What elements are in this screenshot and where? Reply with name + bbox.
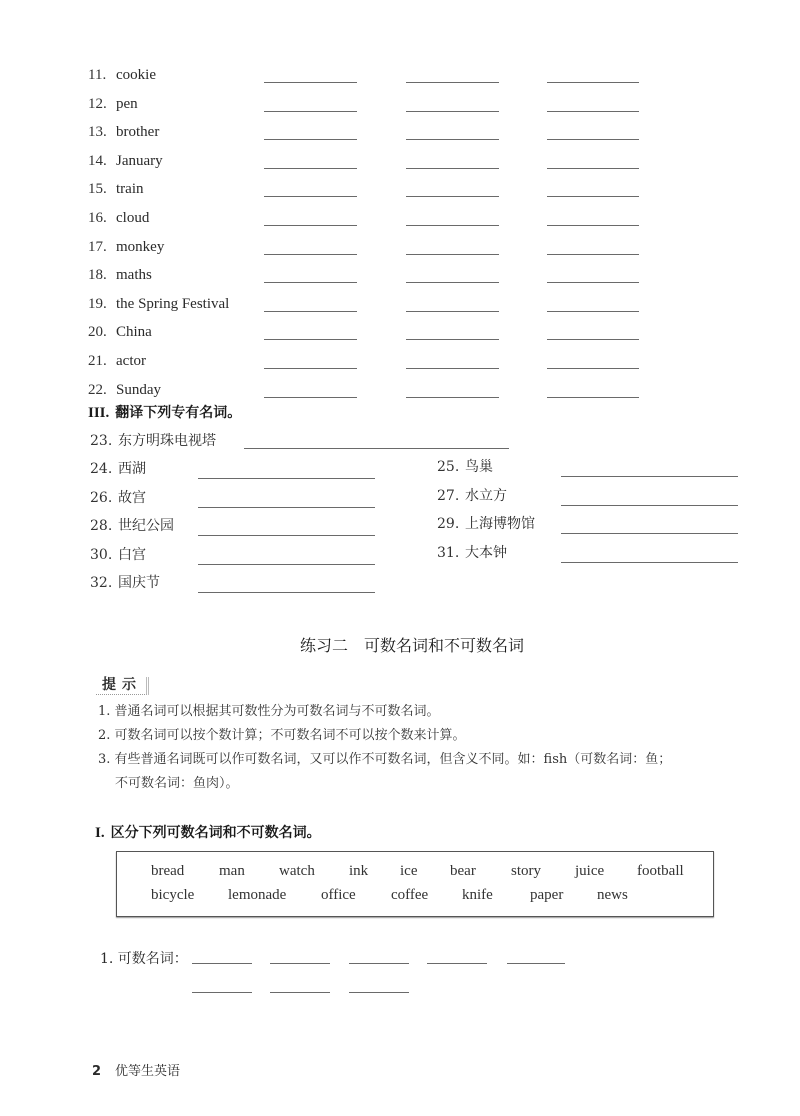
answer-blank[interactable] xyxy=(349,992,409,993)
answer-blank[interactable] xyxy=(547,368,639,369)
answer-blank[interactable] xyxy=(264,368,357,369)
answer-blank[interactable] xyxy=(264,282,357,283)
noun-item xyxy=(88,123,159,141)
answer-blank[interactable] xyxy=(264,196,357,197)
noun-item xyxy=(88,180,144,198)
answer-blank[interactable] xyxy=(547,254,639,255)
item-number: 28. xyxy=(90,518,113,534)
part-1-roman: I. xyxy=(95,825,105,841)
item-text: 大本钟 xyxy=(465,544,507,561)
item-number: 13. xyxy=(88,124,107,141)
item-number: 14. xyxy=(88,152,107,169)
item-word: cookie xyxy=(116,67,156,83)
translate-item xyxy=(90,460,146,478)
noun-item xyxy=(88,323,152,341)
noun-item xyxy=(88,381,161,399)
word-bank-word: watch xyxy=(279,863,315,879)
answer-blank[interactable] xyxy=(547,397,639,398)
part-1-heading xyxy=(95,822,321,842)
answer-blank[interactable] xyxy=(264,397,357,398)
item-word: China xyxy=(116,324,152,341)
answer-blank[interactable] xyxy=(406,111,499,112)
noun-item xyxy=(88,66,156,84)
item-number: 24. xyxy=(90,461,113,477)
item-number: 25. xyxy=(437,459,460,475)
answer-blank[interactable] xyxy=(547,82,639,83)
item-text: 上海博物馆 xyxy=(465,516,535,532)
answer-blank[interactable] xyxy=(406,196,499,197)
noun-item xyxy=(88,295,229,313)
answer-blank[interactable] xyxy=(198,592,375,593)
item-word: brother xyxy=(116,124,160,141)
item-text: 世纪公园 xyxy=(118,518,174,534)
answer-blank[interactable] xyxy=(270,963,330,964)
noun-item xyxy=(88,238,164,256)
answer-blank[interactable] xyxy=(406,225,499,226)
answer-blank[interactable] xyxy=(192,992,252,993)
item-number: 15. xyxy=(88,181,107,198)
item-number: 23. xyxy=(90,433,113,449)
word-bank-word: juice xyxy=(575,863,605,879)
tip-3-continued: 不可数名词：鱼肉）。 xyxy=(115,776,239,791)
item-number: 16. xyxy=(88,210,107,226)
answer-blank[interactable] xyxy=(264,139,357,140)
word-bank-word: bicycle xyxy=(151,887,195,903)
word-bank-word: knife xyxy=(462,887,493,903)
answer-blank[interactable] xyxy=(264,111,357,112)
noun-item xyxy=(88,352,146,370)
answer-blank[interactable] xyxy=(507,963,565,964)
tip-1: 1. 普通名词可以根据其可数性分为可数名词与不可数名词。 xyxy=(98,704,440,719)
word-bank-word: bear xyxy=(450,863,476,879)
answer-blank[interactable] xyxy=(406,339,499,340)
item-number: 31. xyxy=(437,544,460,561)
translate-item xyxy=(437,487,507,505)
exercise-title: 练习二 可数名词和不可数名词 xyxy=(300,636,525,655)
answer-blank[interactable] xyxy=(264,311,357,312)
noun-item xyxy=(88,266,152,284)
item-word: cloud xyxy=(116,210,150,226)
item-number: 30. xyxy=(90,546,113,563)
item-number: 21. xyxy=(88,353,107,369)
answer-blank[interactable] xyxy=(561,533,738,534)
item-word: Sunday xyxy=(116,381,161,398)
item-text: 东方明珠电视塔 xyxy=(118,433,216,449)
translate-item xyxy=(437,544,507,562)
translate-item xyxy=(437,515,535,533)
answer-blank[interactable] xyxy=(547,111,639,112)
translate-item xyxy=(90,489,146,507)
answer-blank[interactable] xyxy=(547,311,639,312)
answer-blank[interactable] xyxy=(198,507,375,508)
answer-blank[interactable] xyxy=(406,282,499,283)
book-title: 优等生英语 xyxy=(115,1064,181,1079)
translate-item xyxy=(90,574,160,592)
tip-box xyxy=(96,674,149,694)
item-text: 西湖 xyxy=(118,461,146,477)
page-number: 2 xyxy=(92,1064,102,1079)
answer-blank[interactable] xyxy=(406,311,499,312)
section-3-title: 翻译下列专有名词。 xyxy=(115,405,242,421)
countable-answer-label: 1. 可数名词： xyxy=(100,951,188,967)
answer-blank[interactable] xyxy=(547,282,639,283)
word-bank-word: ink xyxy=(349,863,369,879)
answer-blank[interactable] xyxy=(270,992,330,993)
noun-item xyxy=(88,209,149,227)
answer-blank[interactable] xyxy=(198,478,375,479)
tip-3: 3. 有些普通名词既可以作可数名词，又可以作不可数名词，但含义不同。如：fish（可数名词：鱼； xyxy=(98,752,672,767)
answer-blank[interactable] xyxy=(264,339,357,340)
item-word: maths xyxy=(116,267,152,284)
item-word: January xyxy=(116,152,163,169)
answer-blank[interactable] xyxy=(264,254,357,255)
word-bank-word: news xyxy=(597,887,628,903)
noun-item xyxy=(88,152,163,170)
answer-blank[interactable] xyxy=(198,535,375,536)
item-text: 故宫 xyxy=(118,489,146,506)
answer-blank[interactable] xyxy=(264,168,357,169)
word-bank-word: office xyxy=(321,887,356,903)
item-number: 22. xyxy=(88,381,107,398)
section-3-roman: III. xyxy=(88,405,110,421)
translate-item xyxy=(90,517,174,535)
word-bank-word: ice xyxy=(400,863,418,879)
tip-label: 提示 xyxy=(96,677,149,695)
answer-blank[interactable] xyxy=(349,963,409,964)
answer-blank[interactable] xyxy=(561,562,738,563)
item-number: 11. xyxy=(88,67,107,83)
word-bank-word: story xyxy=(511,863,541,879)
answer-blank[interactable] xyxy=(561,476,738,477)
word-bank-word: paper xyxy=(530,887,564,903)
answer-blank[interactable] xyxy=(547,339,639,340)
item-word: pen xyxy=(116,95,138,112)
translate-item xyxy=(90,546,146,564)
item-number: 26. xyxy=(90,489,113,506)
item-number: 18. xyxy=(88,267,107,284)
answer-blank[interactable] xyxy=(561,505,738,506)
tip-2: 2. 可数名词可以按个数计算；不可数名词不可以按个数来计算。 xyxy=(98,728,466,743)
answer-blank[interactable] xyxy=(192,963,252,964)
answer-blank[interactable] xyxy=(547,196,639,197)
translate-item-23 xyxy=(90,432,216,450)
answer-blank[interactable] xyxy=(406,139,499,140)
item-word: train xyxy=(116,181,144,198)
item-word: the Spring Festival xyxy=(116,295,230,312)
answer-blank[interactable] xyxy=(406,368,499,369)
word-bank-word: bread xyxy=(151,863,185,879)
word-bank-word: lemonade xyxy=(228,887,287,903)
item-number: 17. xyxy=(88,238,107,255)
answer-blank[interactable] xyxy=(406,168,499,169)
answer-blank[interactable] xyxy=(264,225,357,226)
word-bank-box xyxy=(116,851,714,917)
answer-blank[interactable] xyxy=(547,139,639,140)
answer-blank[interactable] xyxy=(547,168,639,169)
answer-blank[interactable] xyxy=(198,564,375,565)
item-number: 27. xyxy=(437,487,460,504)
answer-blank[interactable] xyxy=(547,225,639,226)
noun-item xyxy=(88,95,138,113)
section-3-heading xyxy=(88,402,241,422)
answer-blank[interactable] xyxy=(244,448,509,449)
page-footer xyxy=(92,1060,180,1079)
item-text: 水立方 xyxy=(465,487,507,504)
answer-blank[interactable] xyxy=(427,963,487,964)
part-1-title: 区分下列可数名词和不可数名词。 xyxy=(110,825,321,841)
word-bank-word: football xyxy=(637,863,684,879)
item-text: 鸟巢 xyxy=(465,459,493,475)
answer-blank[interactable] xyxy=(406,397,499,398)
item-word: actor xyxy=(116,353,146,369)
item-number: 19. xyxy=(88,295,107,312)
item-text: 白宫 xyxy=(118,546,146,563)
item-number: 32. xyxy=(90,575,113,591)
item-number: 20. xyxy=(88,324,107,341)
item-text: 国庆节 xyxy=(118,575,160,591)
word-bank-word: man xyxy=(219,863,245,879)
answer-blank[interactable] xyxy=(406,82,499,83)
item-word: monkey xyxy=(116,238,165,255)
item-number: 29. xyxy=(437,516,460,532)
translate-item xyxy=(437,458,493,476)
answer-blank[interactable] xyxy=(264,82,357,83)
item-number: 12. xyxy=(88,95,107,112)
answer-blank[interactable] xyxy=(406,254,499,255)
word-bank-word: coffee xyxy=(391,887,429,903)
